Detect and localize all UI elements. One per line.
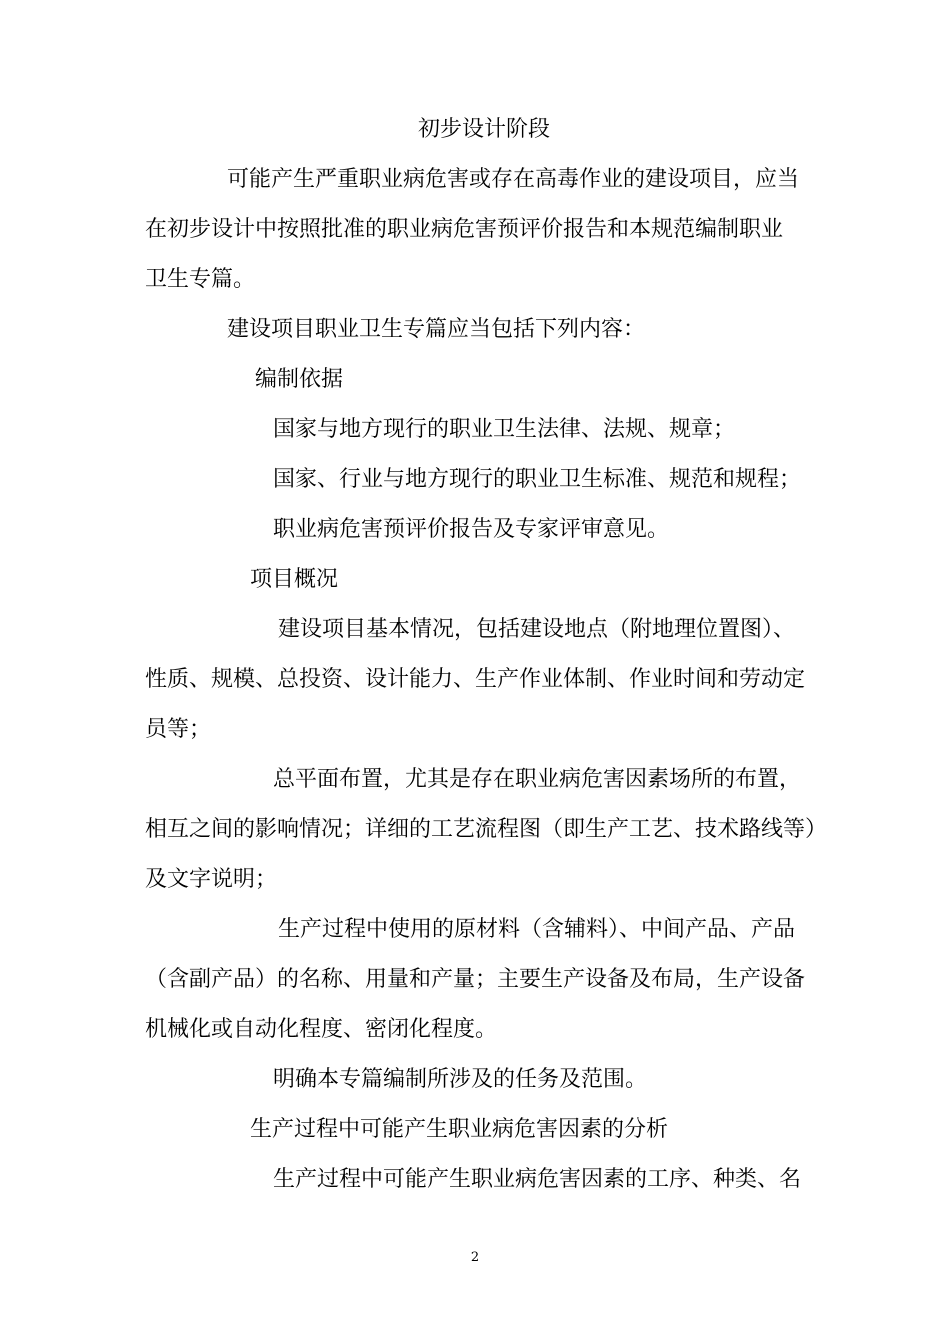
- basis-item-3: 职业病危害预评价报告及专家评审意见。: [273, 517, 670, 542]
- intro-line-2: 在初步设计中按照批准的职业病危害预评价报告和本规范编制职业: [145, 217, 784, 242]
- intro-line-1: 可能产生严重职业病危害或存在高毒作业的建设项目，应当: [227, 167, 800, 192]
- overview-para1-line-2: 性质、规模、总投资、设计能力、生产作业体制、作业时间和劳动定: [145, 667, 806, 692]
- basis-item-1: 国家与地方现行的职业卫生法律、法规、规章；: [273, 417, 736, 442]
- analysis-para1-line-1: 生产过程中可能产生职业病危害因素的工序、种类、名: [273, 1167, 802, 1192]
- overview-para2-line-1: 总平面布置，尤其是存在职业病危害因素场所的布置，: [273, 767, 802, 792]
- overview-para3-line-2: （含副产品）的名称、用量和产量；主要生产设备及布局，生产设备: [145, 967, 806, 992]
- section-heading-basis: 编制依据: [255, 367, 344, 392]
- basis-item-2: 国家、行业与地方现行的职业卫生标准、规范和规程；: [273, 467, 802, 492]
- overview-para1-line-3: 员等；: [145, 717, 212, 742]
- intro-line-3: 卫生专篇。: [145, 267, 256, 292]
- section-heading-analysis: 生产过程中可能产生职业病危害因素的分析: [250, 1117, 669, 1142]
- page-title: 初步设计阶段: [418, 117, 551, 142]
- overview-para3-line-3: 机械化或自动化程度、密闭化程度。: [145, 1017, 498, 1042]
- overview-para4: 明确本专篇编制所涉及的任务及范围。: [273, 1067, 648, 1092]
- page-number: 2: [470, 1250, 480, 1265]
- section-heading-overview: 项目概况: [250, 567, 339, 592]
- overview-para2-line-3: 及文字说明；: [145, 867, 278, 892]
- contents-intro: 建设项目职业卫生专篇应当包括下列内容：: [227, 317, 646, 342]
- overview-para3-line-1: 生产过程中使用的原材料（含辅料）、中间产品、产品: [278, 917, 796, 942]
- overview-para1-line-1: 建设项目基本情况，包括建设地点（附地理位置图）、: [278, 617, 796, 642]
- overview-para2-line-2: 相互之间的影响情况；详细的工艺流程图（即生产工艺、技术路线等）: [145, 817, 828, 842]
